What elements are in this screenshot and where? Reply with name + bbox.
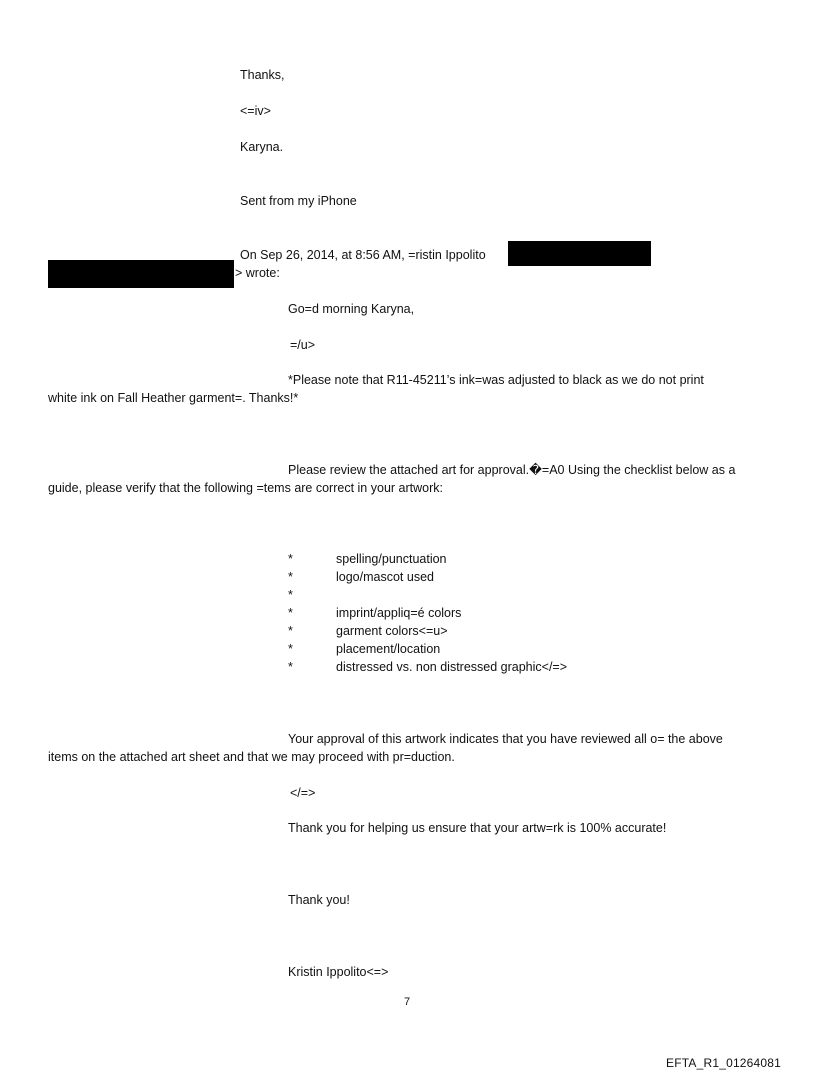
greeting: Go=d morning Karyna,: [288, 302, 415, 316]
approval-line-2: items on the attached art sheet and that we may proceed with pr=duction.: [48, 750, 455, 764]
bates-number: EFTA_R1_01264081: [666, 1056, 782, 1070]
list-item: imprint/appliq=é colors: [336, 606, 462, 620]
thank-you-line: Thank you!: [288, 893, 350, 907]
u-tag-line: =/u>: [290, 338, 316, 352]
redaction-box: [48, 260, 234, 288]
list-bullet: *: [288, 624, 293, 638]
list-bullet: *: [288, 642, 293, 656]
list-item: logo/mascot used: [336, 570, 434, 584]
page-number: 7: [404, 996, 411, 1008]
list-bullet: *: [288, 588, 293, 602]
list-item: garment colors<=u>: [336, 624, 448, 638]
list-bullet: *: [288, 570, 293, 584]
div-tag-line: <=iv>: [240, 104, 271, 118]
quote-header: On Sep 26, 2014, at 8:56 AM, =ristin Ippolito: [240, 248, 486, 262]
approval-line-1: Your approval of this artwork indicates that you have reviewed all o= the above: [288, 732, 723, 746]
review-line-2: guide, please verify that the following =tems are correct in your artwork:: [48, 481, 443, 495]
note-line-2: white ink on Fall Heather garment=. Thanks!*: [48, 391, 299, 405]
signoff-name: Karyna.: [240, 140, 284, 154]
signature: Kristin Ippolito<=>: [288, 965, 389, 979]
list-bullet: *: [288, 660, 293, 674]
review-line-1: Please review the attached art for approval.�=A0 Using the checklist below as a: [288, 463, 736, 477]
redaction-box: [508, 241, 651, 266]
list-item: placement/location: [336, 642, 441, 656]
close-tag-line: </=>: [290, 786, 316, 800]
note-line-1: *Please note that R11-45211’s ink=was adjusted to black as we do not print: [288, 373, 704, 387]
list-item: distressed vs. non distressed graphic</=>: [336, 660, 568, 674]
list-bullet: *: [288, 606, 293, 620]
thanks-line: Thanks,: [240, 68, 285, 82]
accuracy-line: Thank you for helping us ensure that your artw=rk is 100% accurate!: [288, 821, 667, 835]
list-bullet: *: [288, 552, 293, 566]
sent-from-line: Sent from my iPhone: [240, 194, 357, 208]
quote-header-wrote: > wrote:: [235, 266, 280, 280]
list-item: spelling/punctuation: [336, 552, 447, 566]
